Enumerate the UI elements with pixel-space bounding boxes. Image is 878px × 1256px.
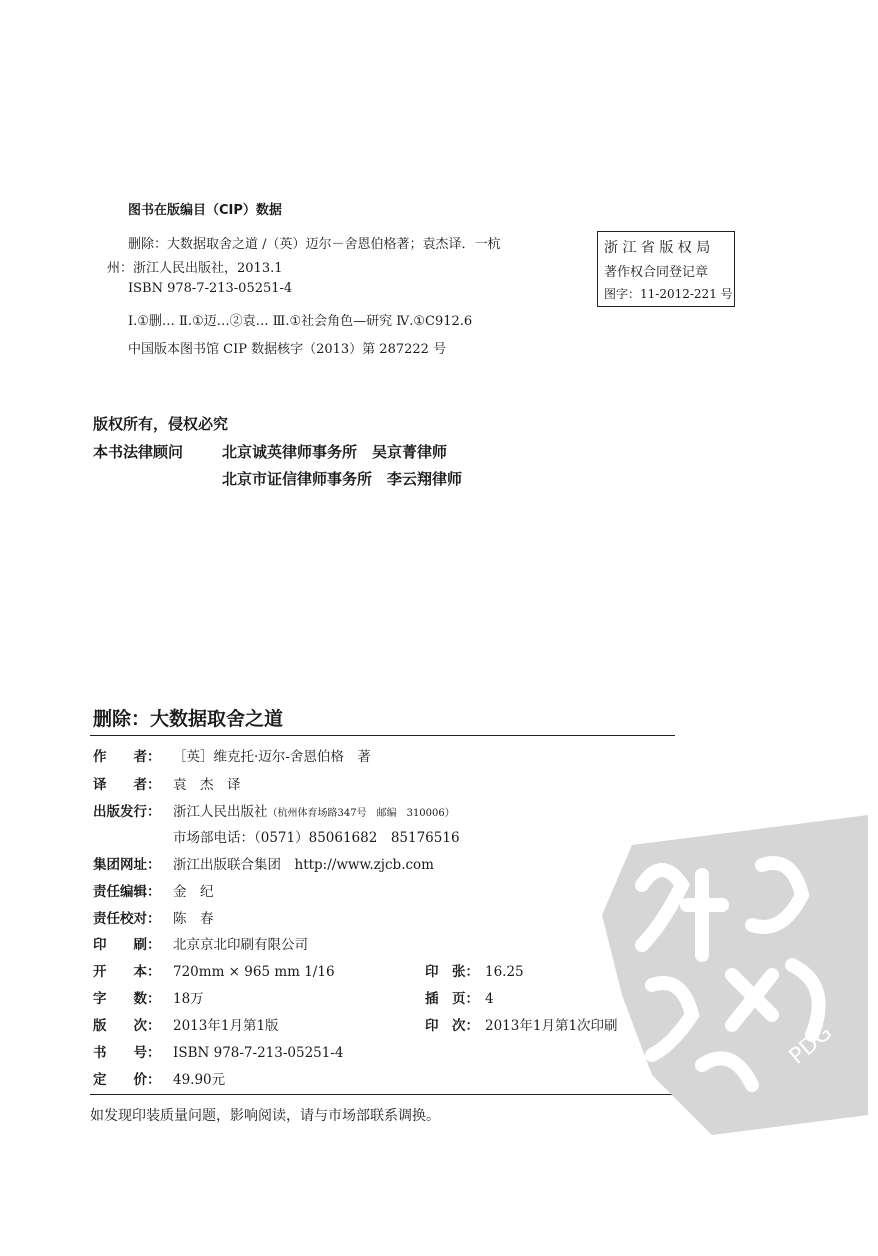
price-row xyxy=(93,1068,225,1088)
plates-row xyxy=(425,987,494,1007)
website-row xyxy=(93,853,434,873)
price-label: 定 价： xyxy=(93,1072,161,1088)
seal-watermark xyxy=(592,815,868,1135)
translator-value: 袁 杰 译 xyxy=(173,777,241,793)
edition-row xyxy=(93,1014,279,1034)
cip-line-1: 删除：大数据取舍之道 /（英）迈尔－舍恩伯格著；袁杰译．一杭 xyxy=(128,237,501,252)
publisher-label: 出版发行： xyxy=(93,804,161,820)
editor-value: 金 纪 xyxy=(173,884,214,900)
publisher-value: 浙江人民出版社 xyxy=(173,804,268,820)
format-value: 720mm × 965 mm 1/16 xyxy=(173,964,335,980)
pdg-mark: PDG xyxy=(784,1020,838,1070)
quality-notice: 如发现印装质量问题，影响阅读，请与市场部联系调换。 xyxy=(90,1108,440,1124)
printer-row xyxy=(93,933,308,953)
phone-row xyxy=(173,826,460,846)
printing-row xyxy=(425,1014,618,1034)
edition-label: 版 次： xyxy=(93,1018,161,1034)
format-row xyxy=(93,960,335,980)
author-label: 作 者： xyxy=(93,749,161,765)
rights-statement: 版权所有，侵权必究 xyxy=(93,415,229,433)
sheets-row xyxy=(425,960,524,980)
words-label: 字 数： xyxy=(93,991,161,1007)
copyright-stamp xyxy=(597,231,735,307)
isbn-value: ISBN 978-7-213-05251-4 xyxy=(173,1045,344,1061)
website-value: 浙江出版联合集团 http://www.zjcb.com xyxy=(173,857,434,873)
bottom-rule xyxy=(90,1094,675,1095)
cip-verification: 中国版本图书馆 CIP 数据核字（2013）第 287222 号 xyxy=(128,342,447,357)
words-value: 18万 xyxy=(173,991,204,1007)
website-label: 集团网址： xyxy=(93,857,161,873)
format-label: 开 本： xyxy=(93,964,161,980)
legal-firm-1: 北京诚英律师事务所 吴京菁律师 xyxy=(222,443,448,461)
words-row xyxy=(93,987,204,1007)
price-value: 49.90元 xyxy=(173,1072,226,1088)
translator-label: 译 者： xyxy=(93,777,161,793)
phone-value: 市场部电话：（0571）85061682 85176516 xyxy=(173,830,460,846)
proofreader-row xyxy=(93,907,214,927)
editor-label: 责任编辑： xyxy=(93,884,161,900)
stamp-line-3: 图字：11-2012-221 号 xyxy=(604,287,733,301)
isbn-label: 书 号： xyxy=(93,1045,161,1061)
isbn-row xyxy=(93,1041,344,1061)
author-row xyxy=(93,745,371,765)
publisher-address: （杭州体育场路347号 邮编 310006） xyxy=(267,808,455,819)
printing-value: 2013年1月第1次印刷 xyxy=(485,1018,618,1034)
book-title: 删除：大数据取舍之道 xyxy=(93,708,284,730)
plates-value: 4 xyxy=(485,991,494,1007)
printer-value: 北京京北印刷有限公司 xyxy=(173,937,308,953)
sheets-value: 16.25 xyxy=(485,964,524,980)
author-value: ［英］维克托·迈尔-舍恩伯格 著 xyxy=(173,749,371,765)
stamp-line-1: 浙 江 省 版 权 局 xyxy=(604,240,711,256)
legal-firm-2: 北京市证信律师事务所 李云翔律师 xyxy=(222,470,463,488)
proofreader-value: 陈 春 xyxy=(173,911,214,927)
top-rule xyxy=(90,735,675,736)
legal-counsel-label: 本书法律顾问 xyxy=(93,443,184,461)
plates-label: 插 页： xyxy=(425,991,479,1007)
printing-label: 印 次： xyxy=(425,1018,479,1034)
cip-classification: Ⅰ.①删… Ⅱ.①迈…②袁… Ⅲ.①社会角色—研究 Ⅳ.①C912.6 xyxy=(128,314,473,329)
cip-isbn: ISBN 978-7-213-05251-4 xyxy=(128,281,293,296)
printer-label: 印 刷： xyxy=(93,937,161,953)
publisher-row xyxy=(93,800,455,820)
stamp-line-2: 著作权合同登记章 xyxy=(604,265,709,280)
translator-row xyxy=(93,773,241,793)
edition-value: 2013年1月第1版 xyxy=(173,1018,279,1034)
proofreader-label: 责任校对： xyxy=(93,911,161,927)
cip-line-2: 州：浙江人民出版社，2013.1 xyxy=(107,261,283,276)
cip-title: 图书在版编目（CIP）数据 xyxy=(128,203,282,218)
editor-row xyxy=(93,880,214,900)
sheets-label: 印 张： xyxy=(425,964,479,980)
